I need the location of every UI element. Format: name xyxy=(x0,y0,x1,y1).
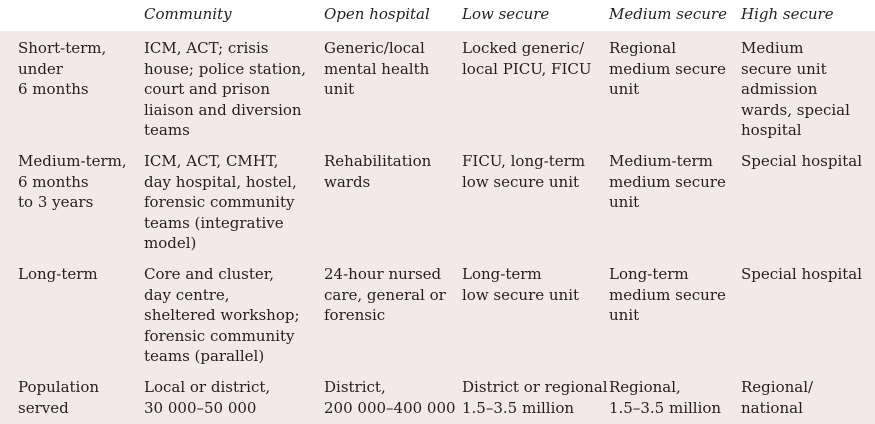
cell-line: hospital xyxy=(741,121,802,139)
cell-line: admission xyxy=(741,80,818,98)
cell-line: ICM, ACT, CMHT, xyxy=(144,152,279,170)
cell-line: low secure unit xyxy=(462,285,580,304)
cell-low-secure xyxy=(462,38,592,79)
cell-line: national xyxy=(741,398,803,417)
cell-line: medium secure xyxy=(609,172,726,191)
cell-line: Local or district, xyxy=(144,378,271,396)
cell-open-hospital xyxy=(324,377,456,418)
cell-line: unit xyxy=(324,80,355,98)
cell-high-secure xyxy=(741,151,862,172)
cell-line: Medium-term, xyxy=(18,152,127,170)
cell-line: ICM, ACT; crisis xyxy=(144,39,269,57)
cell-line: District or regional xyxy=(462,378,608,396)
cell-community xyxy=(144,151,297,254)
cell-community xyxy=(144,377,270,418)
cell-line: model) xyxy=(144,234,197,252)
cell-line: Long-term xyxy=(462,265,542,283)
cell-line: secure unit xyxy=(741,59,827,78)
cell-line: medium secure xyxy=(609,59,726,78)
cell-line: house; police station, xyxy=(144,59,306,78)
header-medium-secure: Medium secure xyxy=(609,5,727,23)
header-high-secure: High secure xyxy=(741,5,834,23)
cell-line: Rehabilitation xyxy=(324,152,432,170)
cell-line: 6 months xyxy=(18,172,89,191)
cell-line: court and prison xyxy=(144,80,270,98)
cell-line: 1.5–3.5 million xyxy=(462,398,575,417)
cell-line: care, general or xyxy=(324,285,446,304)
cell-low-secure xyxy=(462,264,579,305)
cell-line: medium secure xyxy=(609,285,726,304)
header-community: Community xyxy=(144,5,232,23)
cell-line: unit xyxy=(609,306,640,324)
cell-line: teams xyxy=(144,121,190,139)
cell-line: Regional/ xyxy=(741,378,814,396)
row-label xyxy=(18,151,127,213)
cell-line: mental health xyxy=(324,59,430,78)
cell-community xyxy=(144,264,300,367)
cell-line: Special hospital xyxy=(741,265,863,283)
cell-line: teams (integrative xyxy=(144,213,284,232)
table-header xyxy=(0,0,875,31)
cell-line: sheltered workshop; xyxy=(144,306,300,324)
cell-line: unit xyxy=(609,193,640,211)
cell-high-secure xyxy=(741,38,850,141)
cell-line: FICU, long-term xyxy=(462,152,586,170)
cell-line: wards xyxy=(324,172,371,191)
cell-line: Medium xyxy=(741,39,804,57)
cell-line: forensic community xyxy=(144,326,295,345)
cell-line: forensic xyxy=(324,306,386,324)
cell-line: Regional xyxy=(609,39,677,57)
cell-line: 200 000–400 000 xyxy=(324,398,456,417)
cell-line: Long-term xyxy=(609,265,689,283)
cell-low-secure xyxy=(462,377,608,418)
cell-medium-secure xyxy=(609,264,726,326)
cell-low-secure xyxy=(462,151,585,192)
cell-line: served xyxy=(18,398,69,417)
cell-line: low secure unit xyxy=(462,172,580,191)
cell-line: 24-hour nursed xyxy=(324,265,442,283)
cell-line: liaison and diversion xyxy=(144,100,302,119)
cell-line: day centre, xyxy=(144,285,230,304)
cell-line: 6 months xyxy=(18,80,89,98)
cell-line: Core and cluster, xyxy=(144,265,275,283)
cell-open-hospital xyxy=(324,264,446,326)
cell-line: 30 000–50 000 xyxy=(144,398,257,417)
header-low-secure: Low secure xyxy=(462,5,550,23)
cell-line: Locked generic/ xyxy=(462,39,585,57)
cell-line: to 3 years xyxy=(18,193,94,211)
cell-line: unit xyxy=(609,80,640,98)
cell-line: Short-term, xyxy=(18,39,107,57)
cell-medium-secure xyxy=(609,377,721,418)
cell-line: Generic/local xyxy=(324,39,425,57)
row-label xyxy=(18,377,99,418)
cell-high-secure xyxy=(741,377,813,418)
row-label xyxy=(18,38,106,100)
cell-community xyxy=(144,38,306,141)
cell-line: Population xyxy=(18,378,100,396)
cell-line: local PICU, FICU xyxy=(462,59,592,78)
cell-line: Long-term xyxy=(18,265,98,283)
cell-medium-secure xyxy=(609,38,726,100)
cell-line: forensic community xyxy=(144,193,295,211)
cell-line: day hospital, hostel, xyxy=(144,172,297,191)
cell-line: Regional, xyxy=(609,378,681,396)
cell-line: 1.5–3.5 million xyxy=(609,398,722,417)
cell-line: Medium-term xyxy=(609,152,713,170)
cell-open-hospital xyxy=(324,38,429,100)
cell-line: Special hospital xyxy=(741,152,863,170)
header-open-hospital: Open hospital xyxy=(324,5,430,23)
cell-line: wards, special xyxy=(741,100,850,119)
cell-line: under xyxy=(18,59,63,78)
row-label xyxy=(18,264,98,285)
cell-line: teams (parallel) xyxy=(144,347,265,365)
cell-high-secure xyxy=(741,264,862,285)
cell-open-hospital xyxy=(324,151,431,192)
cell-line: District, xyxy=(324,378,386,396)
cell-medium-secure xyxy=(609,151,726,213)
